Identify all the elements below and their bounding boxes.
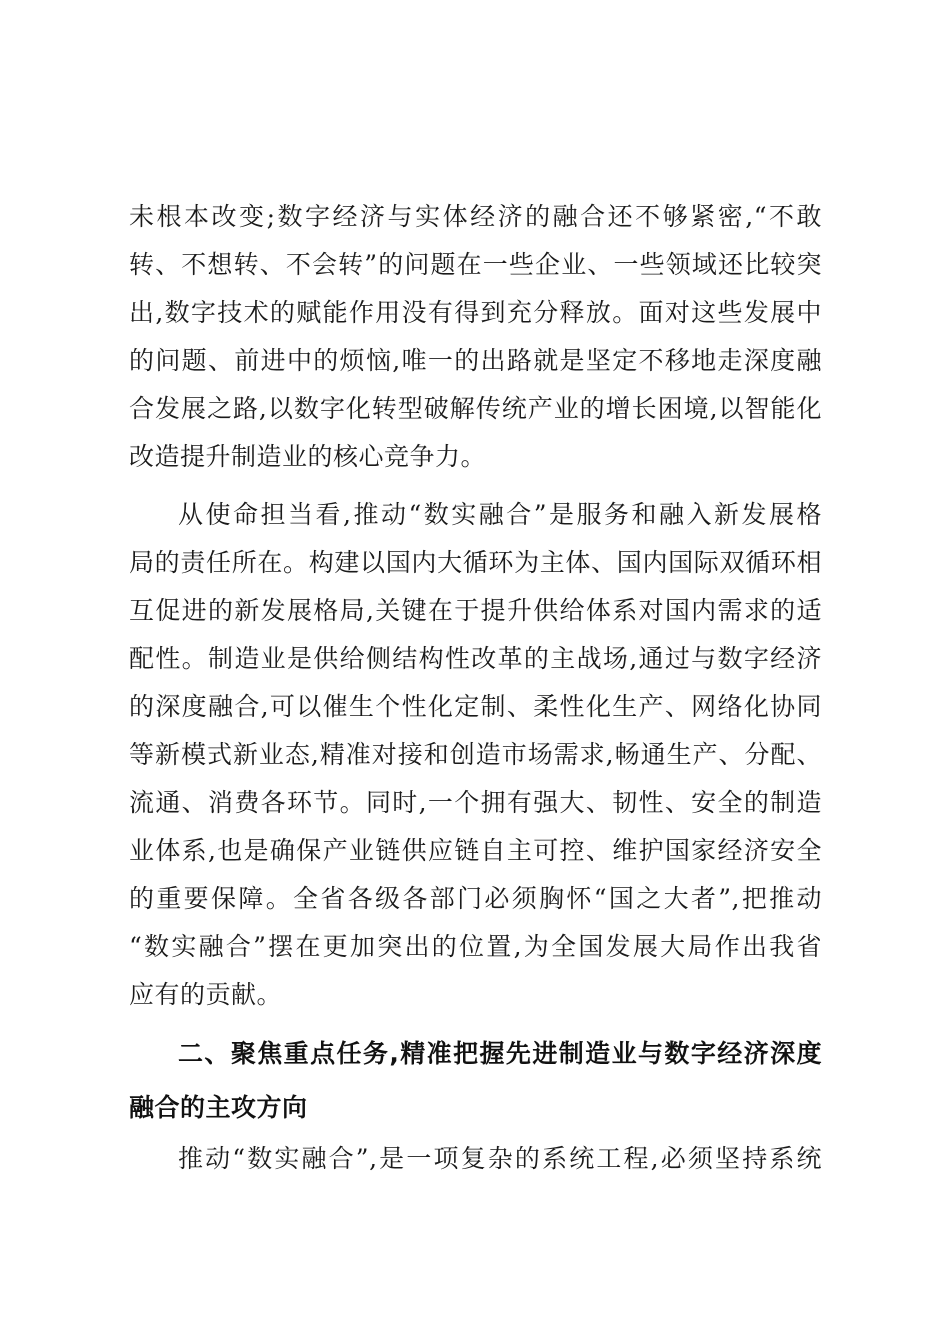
text-line: 未根本改变;数字经济与实体经济的融合还不够紧密,“不敢 bbox=[129, 202, 822, 231]
text-line: 推动“数实融合”,是一项复杂的系统工程,必须坚持系统 bbox=[178, 1144, 822, 1173]
text-line: 等新模式新业态,精准对接和创造市场需求,畅通生产、分配、 bbox=[129, 740, 822, 769]
text-line: 合发展之路,以数字化转型破解传统产业的增长困境,以智能化 bbox=[129, 394, 822, 423]
text-line: 的深度融合,可以催生个性化定制、柔性化生产、网络化协同 bbox=[129, 692, 822, 721]
text-line: 局的责任所在。构建以国内大循环为主体、国内国际双循环相 bbox=[129, 548, 822, 577]
text-line: 的重要保障。全省各级各部门必须胸怀“国之大者”,把推动 bbox=[129, 884, 822, 913]
text-line: 互促进的新发展格局,关键在于提升供给体系对国内需求的适 bbox=[129, 596, 822, 625]
text-line: 改造提升制造业的核心竞争力。 bbox=[129, 442, 487, 471]
text-line: “数实融合”摆在更加突出的位置,为全国发展大局作出我省 bbox=[129, 932, 822, 961]
text-line: 出,数字技术的赋能作用没有得到充分释放。面对这些发展中 bbox=[129, 298, 822, 327]
text-line: 的问题、前进中的烦恼,唯一的出路就是坚定不移地走深度融 bbox=[129, 346, 822, 375]
text-line: 从使命担当看,推动“数实融合”是服务和融入新发展格 bbox=[178, 500, 822, 529]
text-line: 业体系,也是确保产业链供应链自主可控、维护国家经济安全 bbox=[129, 836, 822, 865]
text-line: 流通、消费各环节。同时,一个拥有强大、韧性、安全的制造 bbox=[129, 788, 822, 817]
text-line: 转、不想转、不会转”的问题在一些企业、一些领域还比较突 bbox=[129, 250, 822, 279]
text-line: 配性。制造业是供给侧结构性改革的主战场,通过与数字经济 bbox=[129, 644, 822, 673]
text-line: 应有的贡献。 bbox=[129, 980, 283, 1009]
heading-line: 二、聚焦重点任务,精准把握先进制造业与数字经济深度 bbox=[178, 1039, 822, 1068]
heading-line: 融合的主攻方向 bbox=[129, 1093, 308, 1122]
